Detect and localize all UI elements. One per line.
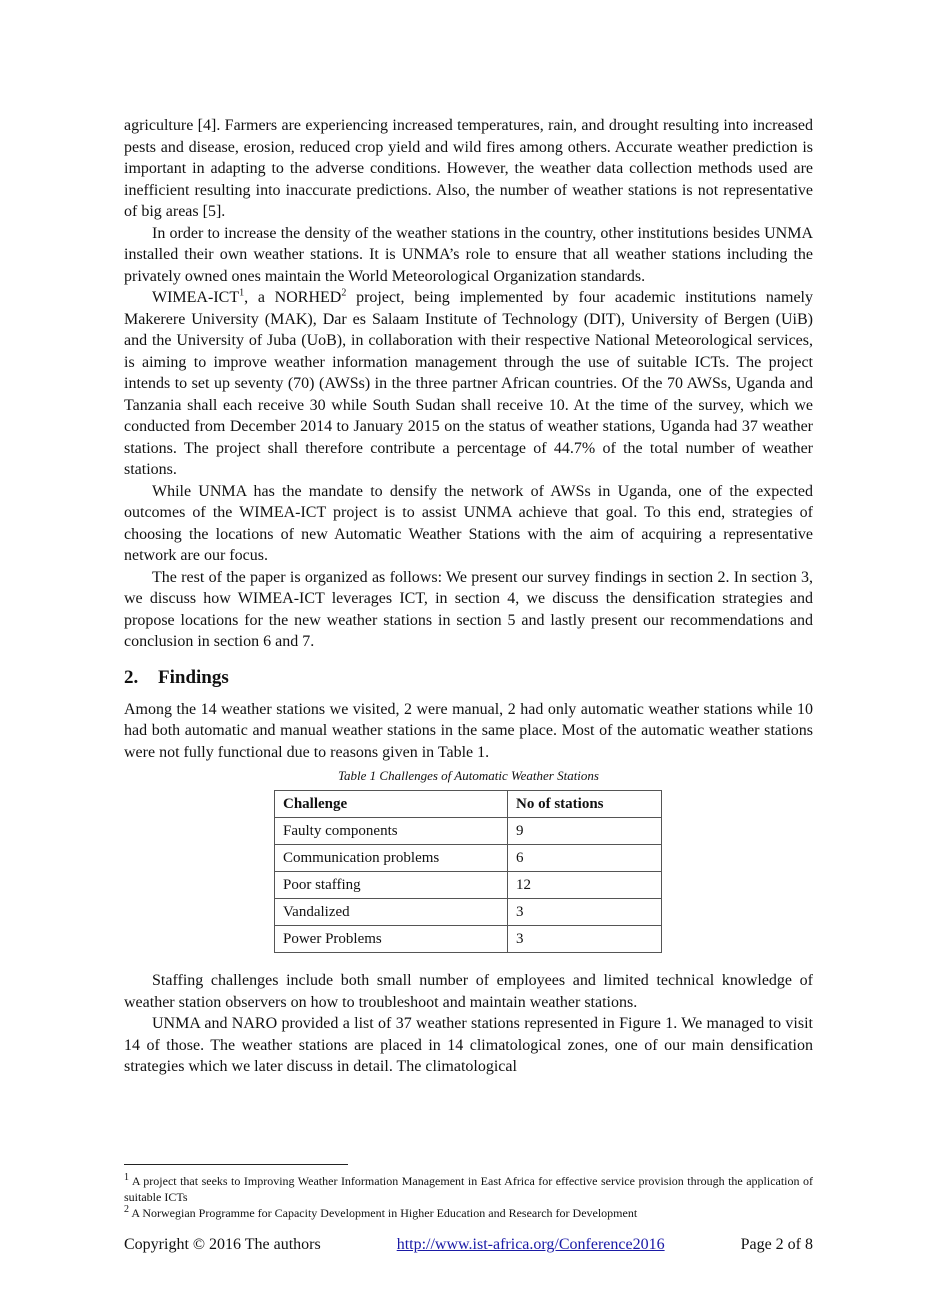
conference-link[interactable]: http://www.ist-africa.org/Conference2016 xyxy=(396,1236,665,1253)
paragraph-stations-list: UNMA and NARO provided a list of 37 weather stations represented in Figure 1. We managed to visit 14 of those. The weather stations are placed in 14 climatological zones, one of our main densification strategies which we later discuss in detail. The climatological xyxy=(124,1015,813,1075)
table-caption: Table 1 Challenges of Automatic Weather Stations xyxy=(338,768,599,783)
table-row: Power Problems 3 xyxy=(275,926,662,953)
table-row: Communication problems 6 xyxy=(275,845,662,872)
paragraph-agriculture: agriculture [4]. Farmers are experiencing increased temperatures, rain, and drought resulting into increased pests and disease, erosion, reduced crop yield and wild fires among others. Accurate weather prediction is important in adapting to the adverse conditions. However, the weather data collection methods used are inefficient resulting into inaccurate predictions. Also, the number of weather stations is not representative of big areas [5]. xyxy=(124,117,813,220)
table-row: Vandalized 3 xyxy=(275,899,662,926)
table-header-row xyxy=(275,791,662,818)
paragraph-organization: The rest of the paper is organized as follows: We present our survey findings in section 2. In section 3, we discuss how WIMEA-ICT leverages ICT, in section 4, we discuss the densification strategies and propose locations for the new weather stations in section 5 and lastly present our recommendations and conclusion in section 6 and 7. xyxy=(124,568,813,650)
footnote-1: $^1$ A project that seeks to Improving Weather Information Management in East Africa for effective service provision through the application of suitable ICTs xyxy=(124,1172,813,1204)
paragraph-mandate: While UNMA has the mandate to densify the network of AWSs in Uganda, one of the expected outcomes of the WIMEA-ICT project is to assist UNMA achieve that goal. To this end, strategies of choosing the locations of new Automatic Weather Stations with the aim of acquiring a representative network are our focus. xyxy=(124,482,813,564)
footnotes xyxy=(124,1173,813,1221)
section-heading-findings: 2. Findings xyxy=(124,666,229,688)
page-body xyxy=(124,115,813,1078)
page-footer xyxy=(124,1236,813,1254)
column-header-challenge: Challenge xyxy=(275,791,508,818)
footnote-2: $^2$ A Norwegian Programme for Capacity Development in Higher Education and Research for Development xyxy=(124,1204,638,1220)
copyright-text: Copyright © 2016 The authors xyxy=(124,1236,321,1253)
paragraph-staffing: Staffing challenges include both small number of employees and limited technical knowledge of weather station observers on how to troubleshoot and maintain weather stations. xyxy=(124,972,813,1011)
footnote-ref-1[interactable]: 1 xyxy=(239,287,245,299)
paragraph-density: In order to increase the density of the weather stations in the country, other institutions besides UNMA installed their own weather stations. It is UNMA’s role to ensure that all weather stations including the privately owned ones maintain the World Meteorological Organization standards. xyxy=(124,224,813,285)
page-number: Page 2 of 8 xyxy=(740,1236,813,1253)
footnote-divider xyxy=(124,1164,348,1165)
column-header-stations: No of stations xyxy=(508,791,662,818)
paragraph-wimea: WIMEA-ICT$^1$, a NORHED$^2$ project, being implemented by four academic institutions namely Makerere University (MAK), Dar es Salaam Institute of Technology (DIT), University of Bergen (UiB) and the University of Juba (UoB), in collaboration with their respective National Meteorological services, is aiming to improve weather information management through the use of suitable ICTs. The project intends to set up seventy (70) (AWSs) in the three partner African countries. Of the 70 AWSs, Uganda and Tanzania shall each receive 30 while South Sudan shall receive 10. At the time of the survey, which we conducted from December 2014 to January 2015 on the status of weather stations, Uganda had 37 weather stations. The project shall therefore contribute a percentage of 44.7% of the total number of weather stations. xyxy=(124,287,814,478)
table-row: Faulty components 9 xyxy=(275,818,662,845)
challenges-table xyxy=(274,790,662,953)
footnote-ref-2[interactable]: 2 xyxy=(341,287,347,299)
paragraph-findings: Among the 14 weather stations we visited, 2 were manual, 2 had only automatic weather stations while 10 had both automatic and manual weather stations in the same place. Most of the automatic weather stations were not fully functional due to reasons given in Table 1. xyxy=(124,700,813,761)
table-row: Poor staffing 12 xyxy=(275,872,662,899)
